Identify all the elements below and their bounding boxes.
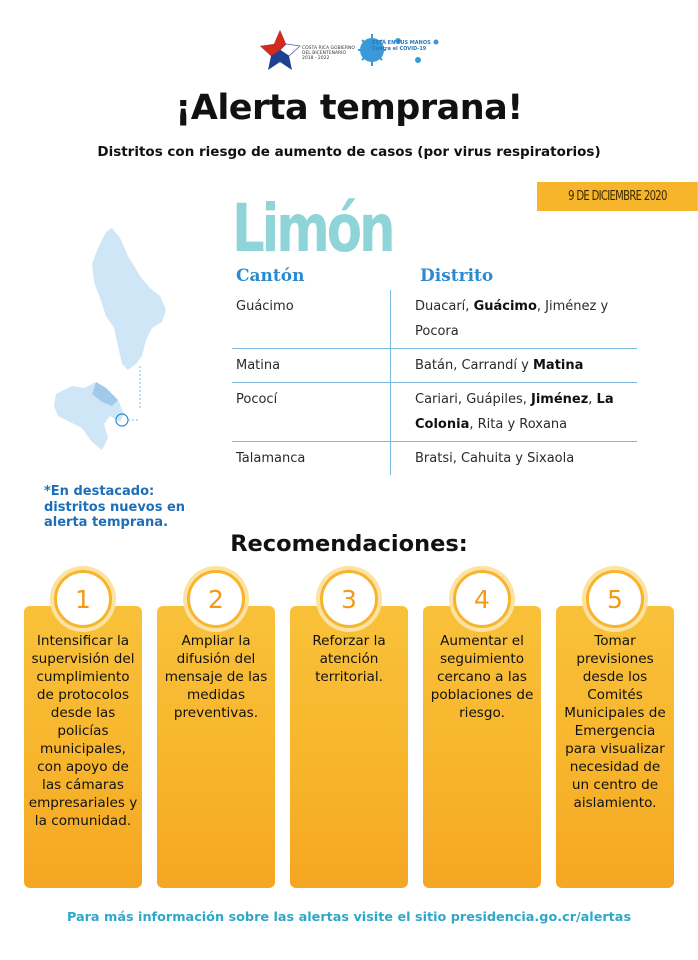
number-badge (320, 570, 378, 628)
number-badge (54, 570, 112, 628)
districts-table (232, 290, 637, 475)
distrito-cell: Batán, Carrandí y Matina (390, 349, 637, 382)
number-label: 1 (75, 584, 91, 614)
recommendation-card (556, 606, 674, 888)
table-row (232, 349, 637, 383)
column-header-canton: Cantón (236, 266, 305, 286)
recommendation-card (24, 606, 142, 888)
date-badge: 9 DE DICIEMBRE 2020 (537, 182, 698, 211)
number-label: 5 (607, 584, 623, 614)
campaign-line-1: ESTÁ EN TUS MANOS (372, 40, 431, 46)
number-label: 2 (208, 584, 224, 614)
recommendation-text: Reforzar la atención territorial. (312, 633, 386, 685)
number-badge (586, 570, 644, 628)
recommendation-text: Tomar previsiones desde los Comités Municipales de Emergencia para visualizar necesidad de un centro de aislamiento. (564, 633, 666, 811)
star-emblem-icon (258, 28, 302, 72)
recommendation-text: Ampliar la difusión del mensaje de las medidas preventivas. (164, 633, 268, 721)
table-row (232, 290, 637, 349)
recommendation-card (157, 606, 275, 888)
government-logo (258, 28, 356, 74)
column-header-distrito: Distrito (420, 266, 494, 286)
limon-map-icon (48, 224, 198, 456)
number-badge (453, 570, 511, 628)
number-label: 4 (474, 584, 490, 614)
government-logo-text: COSTA RICA GOBIERNO DEL BICENTENARIO 2018 - 2022 (302, 46, 355, 61)
distrito-cell: Cariari, Guápiles, Jiménez, La Colonia, Rita y Roxana (390, 383, 637, 441)
page-title: ¡Alerta temprana! (175, 88, 523, 128)
campaign-logo-text (372, 40, 452, 52)
number-label: 3 (341, 584, 357, 614)
recommendation-text: Aumentar el seguimiento cercano a las poblaciones de riesgo. (430, 633, 534, 721)
table-row (232, 442, 637, 475)
recommendation-card (423, 606, 541, 888)
province-name: Limón (232, 190, 393, 267)
canton-cell: Talamanca (236, 451, 306, 466)
canton-cell: Pococí (236, 392, 278, 407)
recommendation-text: Intensificar la supervisión del cumplimiento de protocolos desde las policías municipales, con apoyo de las cámaras empresariales y la comunidad. (28, 633, 138, 829)
distrito-cell: Bratsi, Cahuita y Sixaola (390, 442, 637, 475)
table-row (232, 383, 637, 442)
number-badge (187, 570, 245, 628)
recommendations-title: Recomendaciones: (230, 531, 468, 557)
campaign-logo (358, 32, 450, 68)
campaign-line-2: Contra el COVID-19 (372, 46, 427, 52)
canton-cell: Matina (236, 358, 281, 373)
canton-cell: Guácimo (236, 299, 294, 314)
recommendation-card (290, 606, 408, 888)
page-subtitle: Distritos con riesgo de aumento de casos (por virus respiratorios) (97, 144, 601, 160)
header-logos (258, 28, 448, 74)
highlight-note: *En destacado: distritos nuevos en alerta temprana. (44, 484, 186, 530)
distrito-cell: Duacarí, Guácimo, Jiménez y Pocora (390, 290, 637, 348)
footer-info-link[interactable]: Para más información sobre las alertas visite el sitio presidencia.go.cr/alertas (66, 910, 632, 925)
recommendations-list (24, 570, 674, 888)
